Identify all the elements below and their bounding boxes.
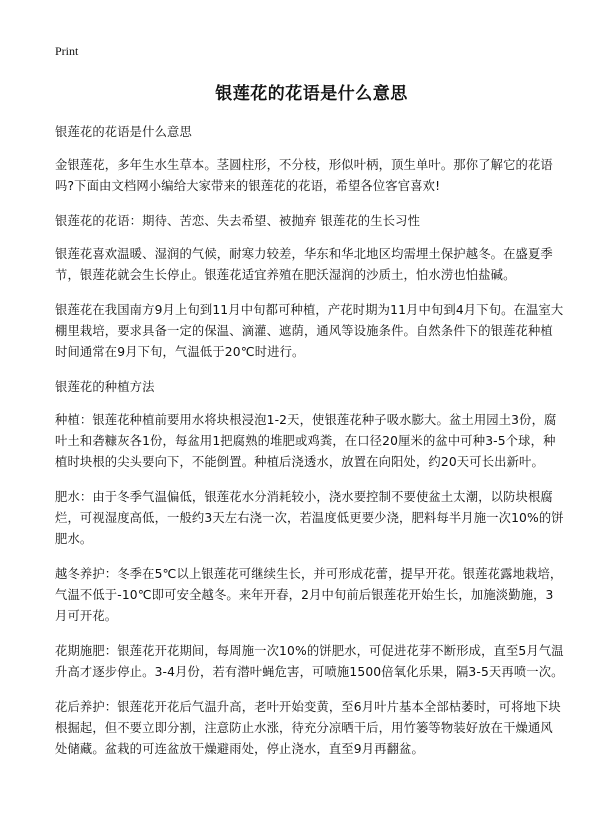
paragraph-growth-habit: 银莲花喜欢温暖、湿润的气候，耐寒力较差，华东和华北地区均需埋土保护越冬。在盛夏季节，银莲花就会生长停止。银莲花适宜养殖在肥沃湿润的沙质土，怕水涝也怕盐碱。	[55, 247, 553, 282]
section-heading-planting-method: 银莲花的种植方法	[55, 380, 155, 394]
page-title: 银莲花的花语是什么意思	[215, 84, 408, 104]
paragraph-planting-time: 银莲花在我国南方9月上旬到11月中旬都可种植，产花时期为11月中旬到4月下旬。在温室大棚里栽培，要求具备一定的保温、滴灌、遮荫，通风等设施条件。自然条件下的银莲花种植时间通常在9月下旬，气温低于20℃时进行。	[55, 303, 564, 359]
section-heading: 银莲花的花语是什么意思	[55, 125, 192, 139]
paragraph-winter-care: 越冬养护：冬季在5℃以上银莲花可继续生长，并可形成花蕾，提早开花。银莲花露地栽培，气温不低于-10℃即可安全越冬。来年开春，2月中旬前后银莲花开始生长，加施淡勤施，3月可开花。	[55, 567, 563, 623]
paragraph-post-flowering-care: 花后养护：银莲花开花后气温升高，老叶开始变黄，至6月叶片基本全部枯萎时，可将地下块根掘起，但不要立即分割，注意防止水涨，待充分凉晒干后，用竹篓等物装好放在干燥通风处储藏。盆栽的可连盆放干燥避雨处，停止浇水，直至9月再翻盆。	[55, 700, 561, 756]
print-link[interactable]: Print	[55, 44, 79, 58]
paragraph-intro: 金银莲花，多年生水生草本。茎圆柱形，不分枝，形似叶柄，顶生单叶。那你了解它的花语吗?下面由文档网小编给大家带来的银莲花的花语，希望各位客官喜欢!	[55, 158, 553, 193]
paragraph-flower-language: 银莲花的花语：期待、苦恋、失去希望、被抛弃 银莲花的生长习性	[55, 214, 421, 228]
paragraph-flowering-fertilizing: 花期施肥：银莲花开花期间，每周施一次10%的饼肥水，可促进花芽不断形成，直至5月气温升高才逐步停止。3-4月份，若有潜叶蝇危害，可喷施1500倍氧化乐果，隔3-5天再喷一次。	[55, 644, 564, 679]
paragraph-planting: 种植：银莲花种植前要用水将块根浸泡1-2天，使银莲花种子吸水膨大。盆土用园土3份，腐叶土和砻糠灰各1份，每盆用1把腐熟的堆肥或鸡粪，在口径20厘米的盆中可种3-5个球，种植时块根的尖头要向下，不能倒置。种植后浇透水，放置在向阳处，约20天可长出新叶。	[55, 413, 557, 469]
paragraph-fertilizer-water: 肥水：由于冬季气温偏低，银莲花水分消耗较小，浇水要控制不要使盆土太潮，以防块根腐烂，可视湿度高低，一般约3天左右浇一次，若温度低更要少浇，肥料每半月施一次10%的饼肥水。	[55, 490, 564, 546]
